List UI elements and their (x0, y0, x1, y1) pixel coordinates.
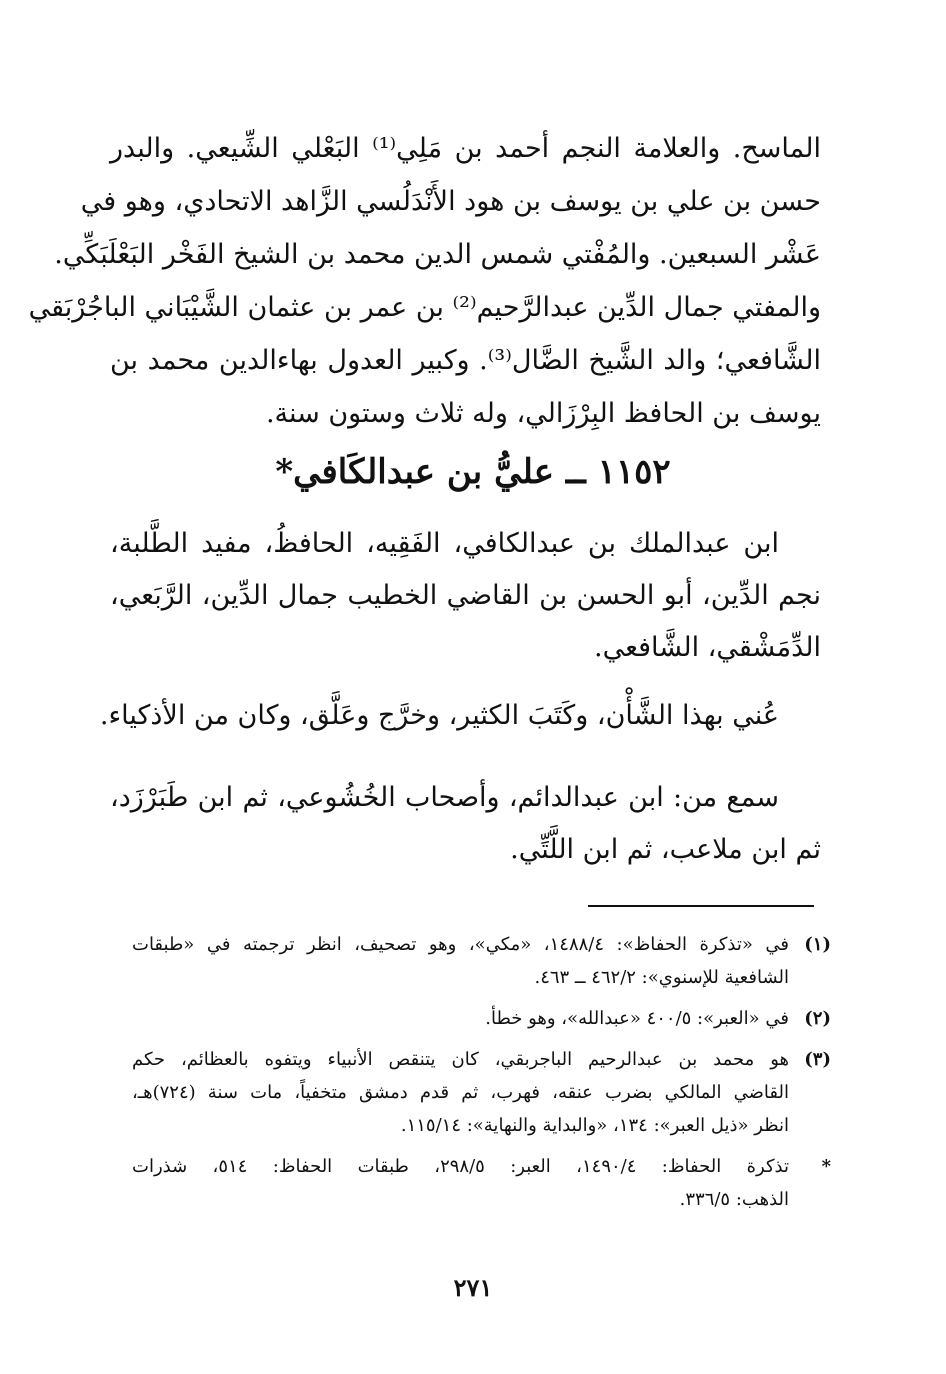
entry-description-paragraph (99, 690, 821, 742)
text-line: يوسف بن الحافظ البِرْزَالي، وله ثلاث وستون سنة. (265, 398, 821, 429)
text-line: الدِّمَشْقي، الشَّافعي. (594, 632, 821, 663)
footnote-marker: (١) (804, 934, 831, 955)
text-line: سمع من: ابن عبدالدائم، وأصحاب الخُشُوعي، ثم ابن طَبَرْزَد، (110, 782, 779, 813)
footnote-line: القاضي المالكي بضرب عنقه، فهرب، ثم قدم دمشق متخفياً، مات سنة (٧٢٤)هـ، (132, 1082, 789, 1103)
footnotes (132, 928, 831, 1224)
text-line: والمفتي جمال الدِّين عبدالرَّحيم⁽²⁾ بن عمر بن عثمان الشَّيْبَاني الباجُرْبَقي (28, 292, 821, 323)
footnote-line: الشافعية للإسنوي»: ٤٦٢/٢ ــ ٤٦٣. (534, 967, 789, 988)
text-line: نجم الدِّين، أبو الحسن بن القاضي الخطيب جمال الدِّين، الرَّبَعي، (110, 580, 821, 611)
footnote-separator (588, 905, 814, 907)
footnote-3 (132, 1043, 831, 1142)
footnote-marker: * (821, 1156, 831, 1177)
text-line: الماسح. والعلامة النجم أحمد بن مَلِي⁽¹⁾ البَعْلي الشِّيعي. والبدر (110, 133, 821, 164)
entry-heading: ١١٥٢ ــ عليُّ بن عبدالكَافي* (275, 452, 671, 492)
entry-lineage-paragraph (110, 518, 821, 674)
footnote-line: في «تذكرة الحفاظ»: ١٤٨٨/٤، «مكي»، وهو تصحيف، انظر ترجمته في «طبقات (132, 934, 790, 955)
footnote-line: في «العبر»: ٤٠٠/٥ «عبدالله»، وهو خطأ. (485, 1008, 789, 1029)
footnote-line: انظر «ذيل العبر»: ١٣٤، «والبداية والنهاية»: ١١٥/١٤. (400, 1115, 789, 1136)
footnote-marker: (٣) (804, 1049, 831, 1070)
footnote-line: الذهب: ٣٣٦/٥. (679, 1189, 789, 1210)
text-line: حسن بن علي بن يوسف بن هود الأَنْدَلُسي الزَّاهد الاتحادي، وهو في (80, 186, 821, 217)
page-number: ٢٧١ (453, 1273, 493, 1302)
footnote-line: هو محمد بن عبدالرحيم الباجربقي، كان يتنقص الأنبياء ويتفوه بالعظائم، حكم (132, 1049, 789, 1070)
text-line: الشَّافعي؛ والد الشَّيخ الضَّال⁽³⁾. وكبير العدول بهاءالدين محمد بن (110, 345, 821, 376)
text-line: عَشْر السبعين. والمُفْتي شمس الدين محمد بن الشيخ الفَخْر البَعْلَبَكِّي. (54, 239, 821, 270)
source-note (132, 1150, 831, 1216)
text-line: عُني بهذا الشَّأْن، وكَتَبَ الكثير، وخرَّج وعَلَّق، وكان من الأذكياء. (99, 700, 779, 731)
entry-teachers-paragraph (110, 772, 821, 876)
footnote-marker: (٢) (804, 1008, 831, 1029)
footnote-2 (132, 1002, 831, 1035)
footnote-1 (132, 928, 831, 994)
footnote-line: تذكرة الحفاظ: ١٤٩٠/٤، العبر: ٢٩٨/٥، طبقات الحفاظ: ٥١٤، شذرات (132, 1156, 789, 1177)
text-line: ثم ابن ملاعب، ثم ابن اللَّتِّي. (510, 834, 821, 865)
continuation-paragraph (28, 122, 821, 440)
text-line: ابن عبدالملك بن عبدالكافي، الفَقِيه، الحافظُ، مفيد الطَّلبة، (110, 528, 779, 559)
